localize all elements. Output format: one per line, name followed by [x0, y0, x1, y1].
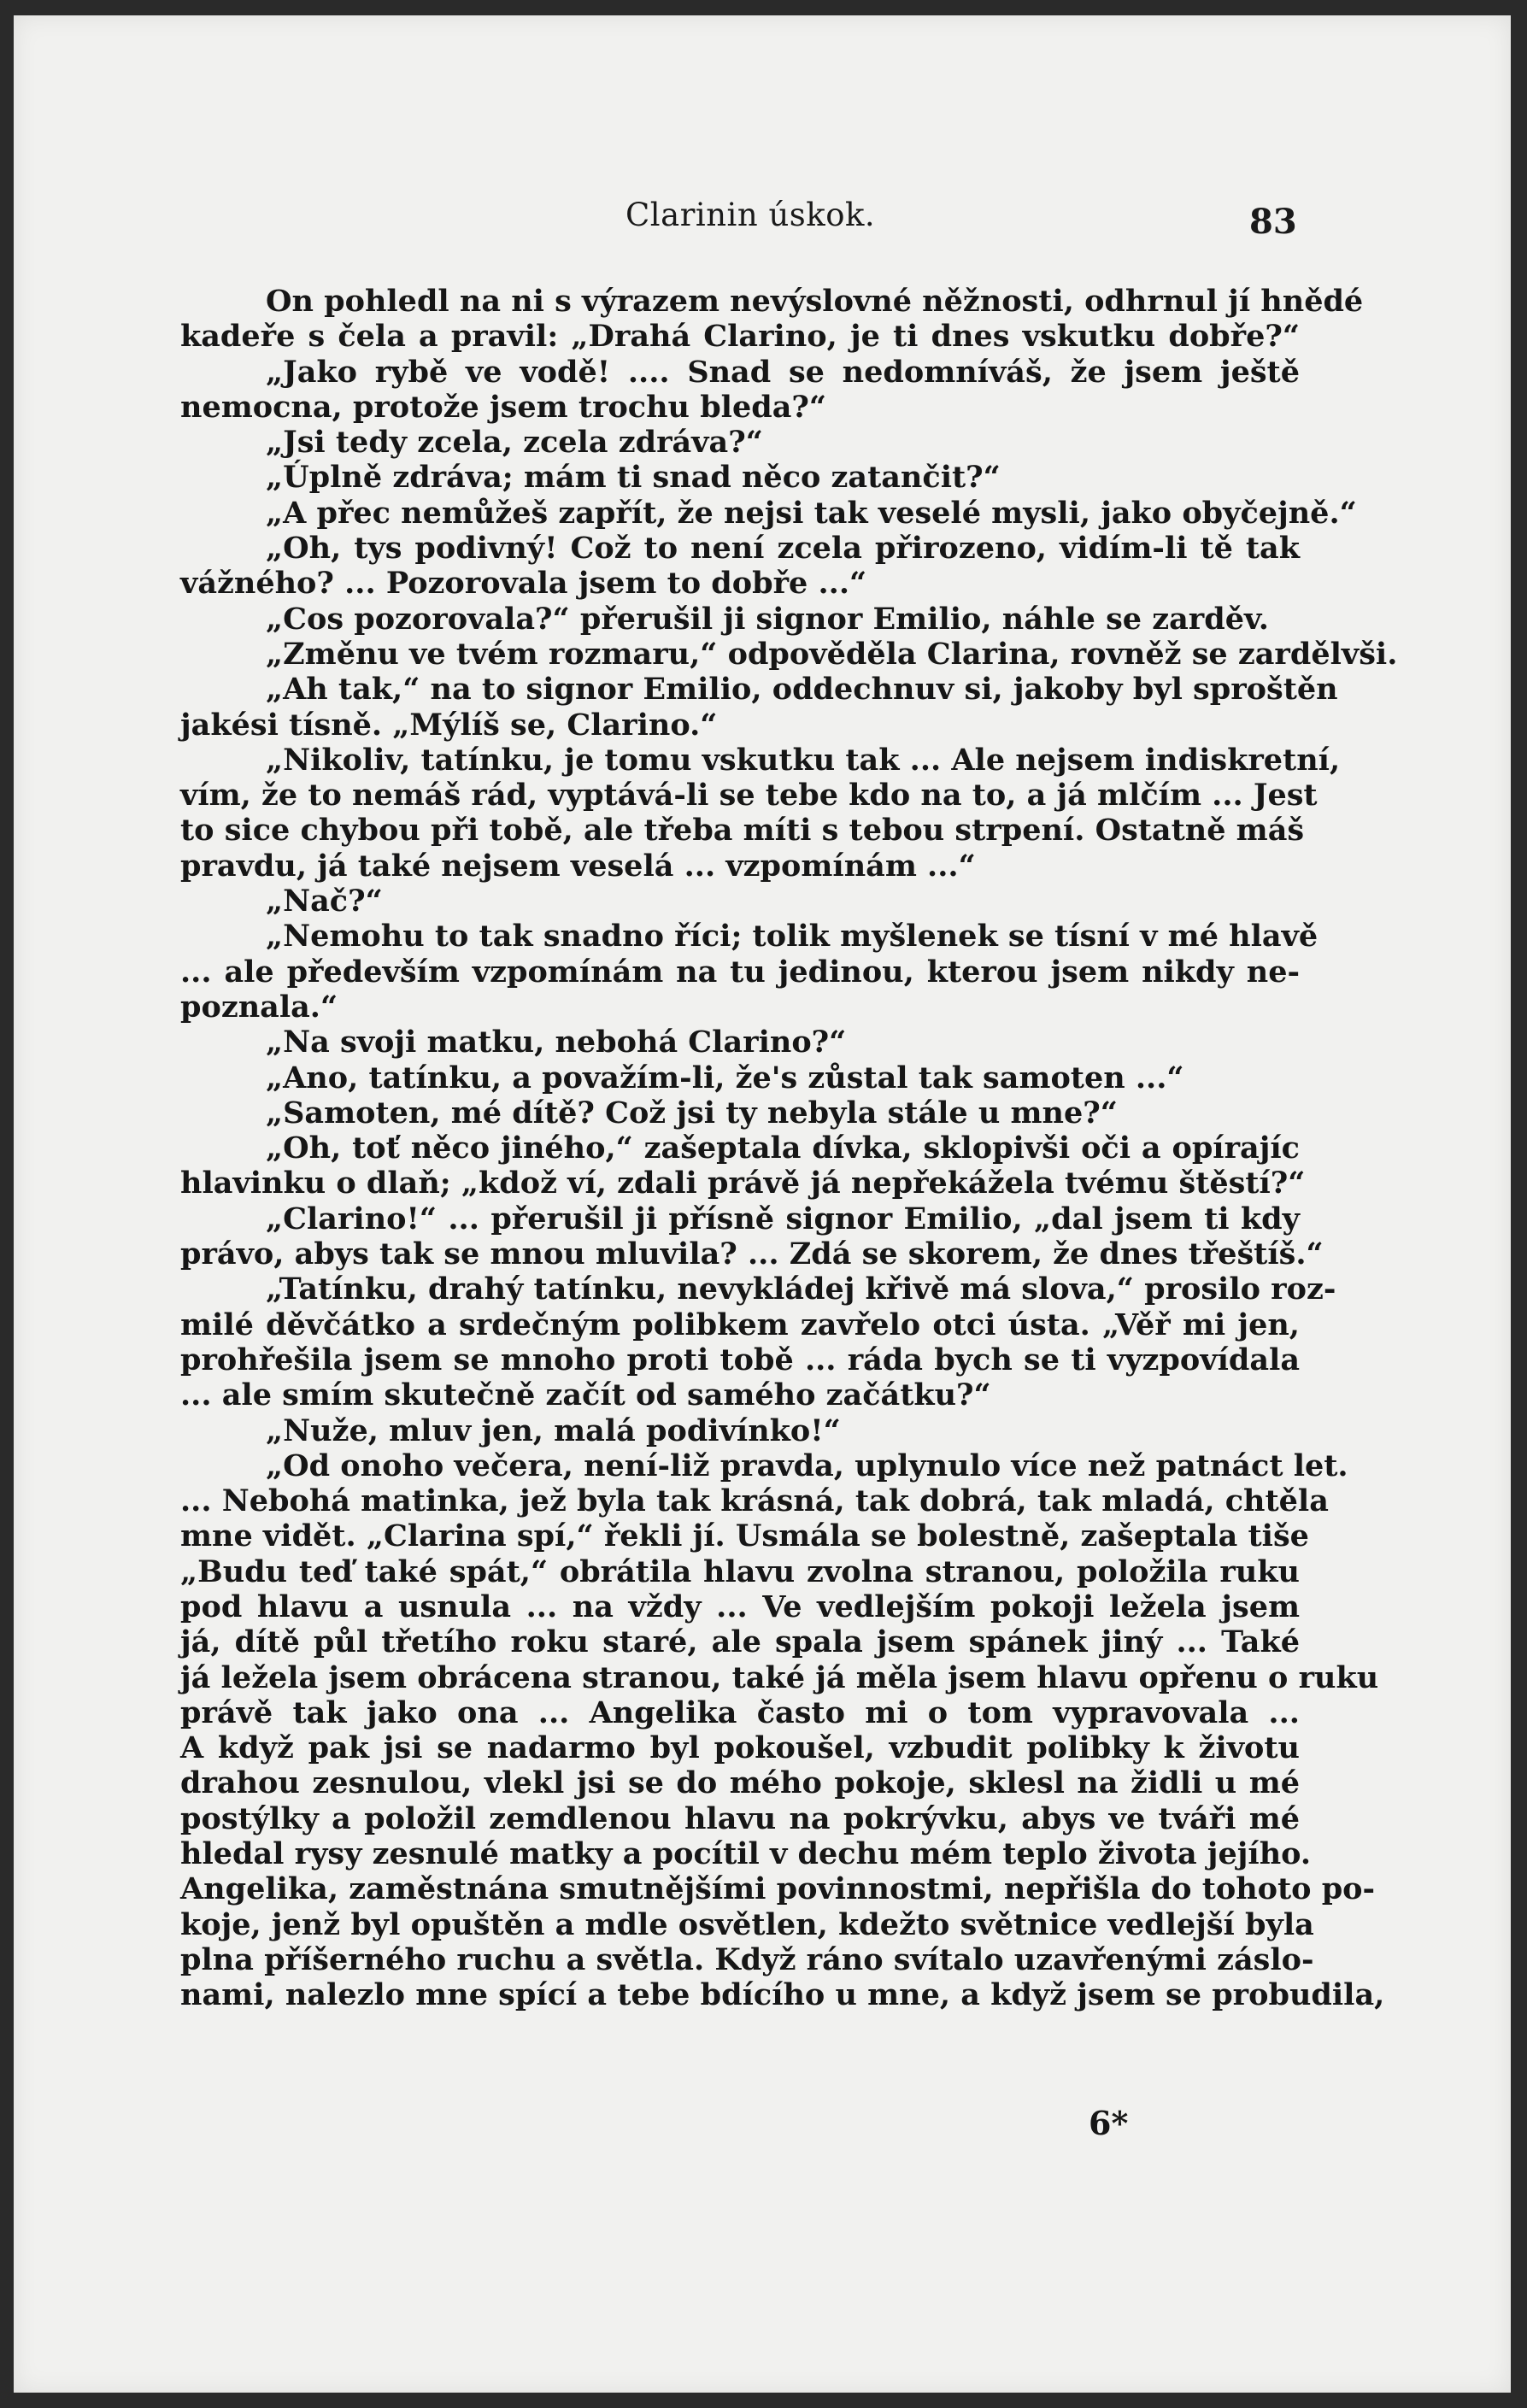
- text-line: nami, nalezlo mne spící a tebe bdícího u mne, a když jsem se probudila,: [180, 1977, 1385, 2013]
- text-line: plna příšerného ruchu a světla. Když ráno svítalo uzavřenými záslo-: [180, 1941, 1314, 1977]
- text-line: nemocna, protože jsem trochu bleda?“: [180, 389, 827, 425]
- text-line: já, dítě půl třetího roku staré, ale spala jsem spánek jiný ... Také: [180, 1624, 1300, 1660]
- text-line: hlavinku o dlaň; „kdož ví, zdali právě já nepřekážela tvému štěstí?“: [180, 1166, 1306, 1201]
- page-header: [14, 197, 1511, 248]
- page-number: 83: [1249, 202, 1297, 242]
- text-line: A když pak jsi se nadarmo byl pokoušel, vzbudit polibky k životu: [180, 1730, 1300, 1766]
- text-line: „Clarino!“ ... přerušil ji přísně signor Emilio, „dal jsem ti kdy: [266, 1201, 1300, 1236]
- text-line: kadeře s čela a pravil: „Drahá Clarino, je ti dnes vskutku dobře?“: [180, 319, 1300, 355]
- text-line: „Budu teď také spát,“ obrátila hlavu zvolna stranou, položila ruku: [180, 1553, 1300, 1589]
- text-line: „Úplně zdráva; mám ti snad něco zatančit?“: [266, 460, 1001, 496]
- text-line: „Nač?“: [266, 884, 383, 919]
- text-line: ... ale především vzpomínám na tu jedinou, kterou jsem nikdy ne-: [180, 954, 1300, 990]
- text-line: postýlky a položil zemdlenou hlavu na pokrývku, abys ve tváři mé: [180, 1800, 1300, 1836]
- body-text: [180, 284, 1398, 2013]
- text-line: „Jako rybě ve vodě! .... Snad se nedomníváš, že jsem ještě: [266, 354, 1300, 390]
- text-line: pod hlavu a usnula ... na vždy ... Ve vedlejším pokoji ležela jsem: [180, 1589, 1300, 1624]
- text-line: „Jsi tedy zcela, zcela zdráva?“: [266, 425, 763, 461]
- text-line: „Oh, toť něco jiného,“ zašeptala dívka, sklopivši oči a opírajíc: [266, 1131, 1300, 1166]
- text-line: „Samoten, mé dítě? Což jsi ty nebyla stále u mne?“: [266, 1095, 1118, 1131]
- text-line: vím, že to nemáš rád, vyptává-li se tebe kdo na to, a já mlčím ... Jest: [180, 778, 1318, 813]
- text-line: to sice chybou při tobě, ale třeba míti s tebou strpení. Ostatně máš: [180, 813, 1305, 849]
- text-line: já ležela jsem obrácena stranou, také já měla jsem hlavu opřenu o ruku: [180, 1659, 1379, 1695]
- text-line: vážného? ... Pozorovala jsem to dobře ...“: [180, 566, 867, 602]
- text-line: hledal rysy zesnulé matky a pocítil v dechu mém teplo života jejího.: [180, 1836, 1312, 1872]
- text-line: mne vidět. „Clarina spí,“ řekli jí. Usmála se bolestně, zašeptala tiše: [180, 1518, 1309, 1554]
- text-line: On pohledl na ni s výrazem nevýslovné něžnosti, odhrnul jí hnědé: [266, 284, 1364, 319]
- text-line: prohřešila jsem se mnoho proti tobě ... ráda bych se ti vyzpovídala: [180, 1342, 1300, 1377]
- text-line: milé děvčátko a srdečným polibkem zavřelo otci ústa. „Věř mi jen,: [180, 1307, 1300, 1342]
- text-line: jakési tísně. „Mýlíš se, Clarino.“: [180, 707, 718, 743]
- text-line: „Tatínku, drahý tatínku, nevykládej křivě má slova,“ prosilo roz-: [266, 1272, 1336, 1307]
- text-line: „Nikoliv, tatínku, je tomu vskutku tak ... Ale nejsem indiskretní,: [266, 742, 1341, 778]
- text-line: poznala.“: [180, 989, 338, 1025]
- text-line: „Oh, tys podivný! Což to není zcela přirozeno, vidím-li tě tak: [266, 531, 1300, 567]
- running-title: Clarinin úskok.: [625, 197, 876, 233]
- text-line: pravdu, já také nejsem veselá ... vzpomínám ...“: [180, 848, 976, 884]
- text-line: „Nemohu to tak snadno říci; tolik myšlenek se tísní v mé hlavě: [266, 919, 1319, 954]
- text-line: „Ano, tatínku, a považím-li, že's zůstal tak samoten ...“: [266, 1060, 1184, 1095]
- book-page: [14, 15, 1511, 2393]
- text-line: „Změnu ve tvém rozmaru,“ odpověděla Clarina, rovněž se zardělvši.: [266, 636, 1398, 672]
- text-line: „Od onoho večera, není-liž pravda, uplynulo více než patnáct let.: [266, 1448, 1348, 1483]
- signature-mark: 6*: [1089, 2104, 1129, 2142]
- text-line: ... Nebohá matinka, jež byla tak krásná, tak dobrá, tak mladá, chtěla: [180, 1483, 1329, 1519]
- text-line: koje, jenž byl opuštěn a mdle osvětlen, kdežto světnice vedlejší byla: [180, 1906, 1314, 1942]
- text-line: ... ale smím skutečně začít od samého začátku?“: [180, 1377, 991, 1413]
- text-line: právo, abys tak se mnou mluvila? ... Zdá se skorem, že dnes třeštíš.“: [180, 1236, 1324, 1272]
- text-line: právě tak jako ona ... Angelika často mi o tom vypravovala ...: [180, 1694, 1300, 1730]
- text-line: Angelika, zaměstnána smutnějšími povinnostmi, nepřišla do tohoto po-: [180, 1871, 1376, 1907]
- text-line: „Ah tak,“ na to signor Emilio, oddechnuv si, jakoby byl sproštěn: [266, 672, 1338, 708]
- text-line: „Cos pozorovala?“ přerušil ji signor Emilio, náhle se zarděv.: [266, 601, 1269, 637]
- text-line: „Na svoji matku, nebohá Clarino?“: [266, 1025, 847, 1060]
- text-line: drahou zesnulou, vlekl jsi se do mého pokoje, sklesl na židli u mé: [180, 1765, 1300, 1801]
- text-line: „A přec nemůžeš zapřít, že nejsi tak veselé mysli, jako obyčejně.“: [266, 495, 1357, 531]
- text-line: „Nuže, mluv jen, malá podivínko!“: [266, 1412, 841, 1448]
